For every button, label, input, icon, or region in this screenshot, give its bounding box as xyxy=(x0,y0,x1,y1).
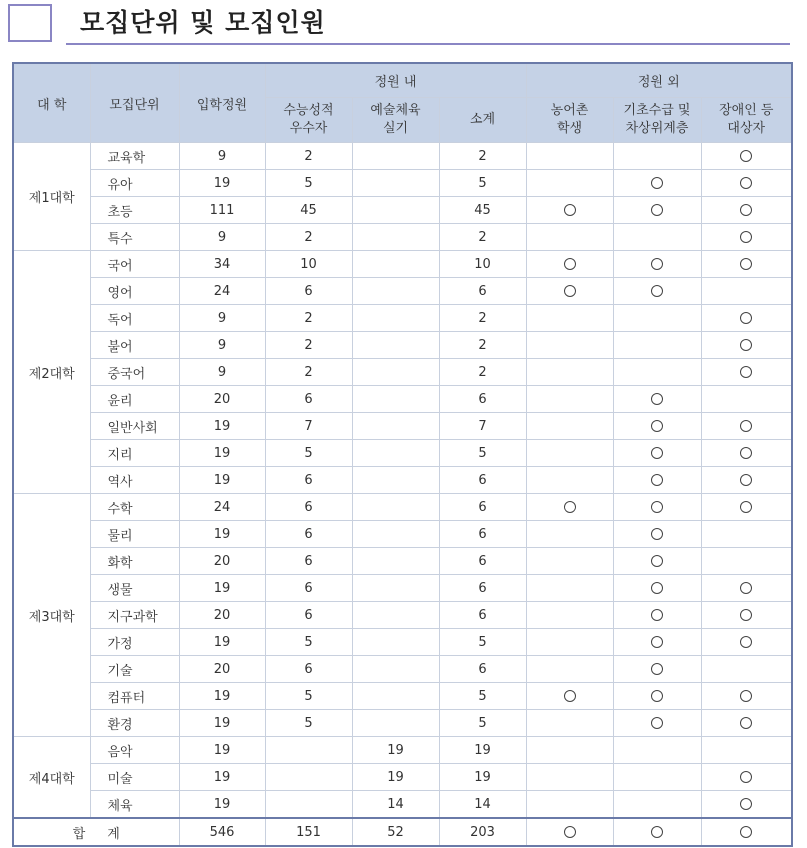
arts-cell xyxy=(352,710,439,737)
arts-cell xyxy=(352,386,439,413)
basic-cell xyxy=(613,629,701,656)
unit-cell: 교육학 xyxy=(90,143,179,170)
unit-cell: 일반사회 xyxy=(90,413,179,440)
rural-cell xyxy=(526,305,613,332)
arts-cell xyxy=(352,548,439,575)
univ-name-cell: 제4대학 xyxy=(13,737,90,819)
arts-cell: 19 xyxy=(352,737,439,764)
basic-cell xyxy=(613,710,701,737)
arts-cell xyxy=(352,359,439,386)
suneung-cell: 5 xyxy=(265,710,352,737)
circle-mark-icon xyxy=(740,231,752,243)
subtotal-cell: 6 xyxy=(439,494,526,521)
disabled-cell xyxy=(701,413,792,440)
circle-mark-icon xyxy=(651,582,663,594)
quota-cell: 19 xyxy=(179,791,265,819)
suneung-cell: 6 xyxy=(265,467,352,494)
admission-quota-table xyxy=(12,62,793,847)
unit-cell: 미술 xyxy=(90,764,179,791)
quota-cell: 24 xyxy=(179,494,265,521)
table-row xyxy=(13,791,792,819)
header-unit: 모집단위 xyxy=(90,63,179,143)
rural-cell xyxy=(526,764,613,791)
suneung-cell: 5 xyxy=(265,440,352,467)
subtotal-cell: 5 xyxy=(439,440,526,467)
table-row xyxy=(13,602,792,629)
suneung-cell: 5 xyxy=(265,629,352,656)
circle-mark-icon xyxy=(740,717,752,729)
arts-cell xyxy=(352,413,439,440)
total-label-cell: 합계 xyxy=(13,818,179,846)
table-row xyxy=(13,413,792,440)
header-univ: 대 학 xyxy=(13,63,90,143)
table-row xyxy=(13,143,792,170)
subtotal-cell: 2 xyxy=(439,332,526,359)
header-arts: 예술체육 실기 xyxy=(352,98,439,143)
suneung-cell: 5 xyxy=(265,683,352,710)
basic-cell xyxy=(613,683,701,710)
basic-cell xyxy=(613,305,701,332)
total-quota-cell: 546 xyxy=(179,818,265,846)
disabled-cell xyxy=(701,467,792,494)
quota-cell: 9 xyxy=(179,305,265,332)
circle-mark-icon xyxy=(740,258,752,270)
unit-cell: 초등 xyxy=(90,197,179,224)
suneung-cell: 6 xyxy=(265,575,352,602)
quota-cell: 19 xyxy=(179,440,265,467)
circle-mark-icon xyxy=(740,177,752,189)
basic-cell xyxy=(613,602,701,629)
disabled-cell xyxy=(701,737,792,764)
arts-cell xyxy=(352,278,439,305)
basic-cell xyxy=(613,467,701,494)
subtotal-cell: 7 xyxy=(439,413,526,440)
disabled-cell xyxy=(701,251,792,278)
suneung-cell xyxy=(265,764,352,791)
quota-cell: 111 xyxy=(179,197,265,224)
rural-cell xyxy=(526,143,613,170)
total-arts-cell: 52 xyxy=(352,818,439,846)
subtotal-cell: 14 xyxy=(439,791,526,819)
table-row xyxy=(13,683,792,710)
unit-cell: 기술 xyxy=(90,656,179,683)
unit-cell: 음악 xyxy=(90,737,179,764)
arts-cell xyxy=(352,332,439,359)
rural-cell xyxy=(526,332,613,359)
circle-mark-icon xyxy=(651,555,663,567)
table-row xyxy=(13,332,792,359)
circle-mark-icon xyxy=(651,501,663,513)
arts-cell: 19 xyxy=(352,764,439,791)
quota-cell: 19 xyxy=(179,683,265,710)
arts-cell xyxy=(352,629,439,656)
table-row xyxy=(13,737,792,764)
rural-cell xyxy=(526,251,613,278)
circle-mark-icon xyxy=(740,447,752,459)
circle-mark-icon xyxy=(651,177,663,189)
unit-cell: 윤리 xyxy=(90,386,179,413)
title-decoration-box xyxy=(8,4,52,42)
disabled-cell xyxy=(701,791,792,819)
basic-cell xyxy=(613,413,701,440)
subtotal-cell: 5 xyxy=(439,710,526,737)
header-suneung: 수능성적 우수자 xyxy=(265,98,352,143)
disabled-cell xyxy=(701,521,792,548)
disabled-cell xyxy=(701,386,792,413)
circle-mark-icon xyxy=(651,717,663,729)
suneung-cell: 5 xyxy=(265,170,352,197)
rural-cell xyxy=(526,548,613,575)
unit-cell: 독어 xyxy=(90,305,179,332)
unit-cell: 컴퓨터 xyxy=(90,683,179,710)
rural-cell xyxy=(526,656,613,683)
total-row xyxy=(13,818,792,846)
subtotal-cell: 6 xyxy=(439,521,526,548)
disabled-cell xyxy=(701,143,792,170)
arts-cell: 14 xyxy=(352,791,439,819)
circle-mark-icon xyxy=(740,690,752,702)
univ-name-cell: 제3대학 xyxy=(13,494,90,737)
unit-cell: 국어 xyxy=(90,251,179,278)
basic-cell xyxy=(613,278,701,305)
disabled-cell xyxy=(701,656,792,683)
disabled-cell xyxy=(701,494,792,521)
rural-cell xyxy=(526,602,613,629)
quota-cell: 9 xyxy=(179,224,265,251)
circle-mark-icon xyxy=(740,798,752,810)
circle-mark-icon xyxy=(740,312,752,324)
suneung-cell xyxy=(265,737,352,764)
basic-cell xyxy=(613,791,701,819)
quota-cell: 19 xyxy=(179,629,265,656)
basic-cell xyxy=(613,521,701,548)
rural-cell xyxy=(526,197,613,224)
table-header xyxy=(13,63,792,143)
title-underline xyxy=(66,43,790,45)
disabled-cell xyxy=(701,359,792,386)
suneung-cell: 6 xyxy=(265,521,352,548)
basic-cell xyxy=(613,575,701,602)
table-row xyxy=(13,656,792,683)
circle-mark-icon xyxy=(651,258,663,270)
subtotal-cell: 2 xyxy=(439,143,526,170)
circle-mark-icon xyxy=(651,609,663,621)
unit-cell: 물리 xyxy=(90,521,179,548)
quota-cell: 19 xyxy=(179,764,265,791)
suneung-cell: 6 xyxy=(265,602,352,629)
suneung-cell: 6 xyxy=(265,548,352,575)
circle-mark-icon xyxy=(740,420,752,432)
unit-cell: 불어 xyxy=(90,332,179,359)
suneung-cell: 6 xyxy=(265,494,352,521)
circle-mark-icon xyxy=(740,609,752,621)
disabled-cell xyxy=(701,224,792,251)
table-row xyxy=(13,251,792,278)
rural-cell xyxy=(526,683,613,710)
suneung-cell xyxy=(265,791,352,819)
quota-cell: 34 xyxy=(179,251,265,278)
unit-cell: 중국어 xyxy=(90,359,179,386)
table-row xyxy=(13,467,792,494)
circle-mark-icon xyxy=(651,393,663,405)
circle-mark-icon xyxy=(740,150,752,162)
unit-cell: 역사 xyxy=(90,467,179,494)
circle-mark-icon xyxy=(651,447,663,459)
disabled-cell xyxy=(701,710,792,737)
table-row xyxy=(13,170,792,197)
unit-cell: 체육 xyxy=(90,791,179,819)
header-quota: 입학정원 xyxy=(179,63,265,143)
subtotal-cell: 5 xyxy=(439,170,526,197)
circle-mark-icon xyxy=(740,474,752,486)
circle-mark-icon xyxy=(740,826,752,838)
header-within-quota: 정원 내 xyxy=(265,63,526,98)
arts-cell xyxy=(352,197,439,224)
circle-mark-icon xyxy=(651,204,663,216)
total-disabled-cell xyxy=(701,818,792,846)
quota-cell: 20 xyxy=(179,602,265,629)
disabled-cell xyxy=(701,575,792,602)
subtotal-cell: 6 xyxy=(439,656,526,683)
circle-mark-icon xyxy=(564,690,576,702)
disabled-cell xyxy=(701,170,792,197)
circle-mark-icon xyxy=(651,474,663,486)
rural-cell xyxy=(526,440,613,467)
basic-cell xyxy=(613,737,701,764)
circle-mark-icon xyxy=(740,366,752,378)
rural-cell xyxy=(526,575,613,602)
subtotal-cell: 10 xyxy=(439,251,526,278)
table-row xyxy=(13,521,792,548)
arts-cell xyxy=(352,575,439,602)
disabled-cell xyxy=(701,548,792,575)
circle-mark-icon xyxy=(564,501,576,513)
unit-cell: 유아 xyxy=(90,170,179,197)
subtotal-cell: 19 xyxy=(439,764,526,791)
subtotal-cell: 5 xyxy=(439,683,526,710)
table-row xyxy=(13,629,792,656)
circle-mark-icon xyxy=(564,258,576,270)
basic-cell xyxy=(613,386,701,413)
rural-cell xyxy=(526,521,613,548)
arts-cell xyxy=(352,170,439,197)
circle-mark-icon xyxy=(651,663,663,675)
circle-mark-icon xyxy=(564,204,576,216)
unit-cell: 생물 xyxy=(90,575,179,602)
table-row xyxy=(13,386,792,413)
table-body xyxy=(13,143,792,847)
basic-cell xyxy=(613,143,701,170)
table-row xyxy=(13,224,792,251)
rural-cell xyxy=(526,224,613,251)
suneung-cell: 6 xyxy=(265,278,352,305)
subtotal-cell: 6 xyxy=(439,575,526,602)
quota-cell: 9 xyxy=(179,359,265,386)
quota-cell: 19 xyxy=(179,467,265,494)
circle-mark-icon xyxy=(564,826,576,838)
quota-cell: 9 xyxy=(179,332,265,359)
rural-cell xyxy=(526,359,613,386)
suneung-cell: 2 xyxy=(265,305,352,332)
arts-cell xyxy=(352,683,439,710)
circle-mark-icon xyxy=(651,528,663,540)
rural-cell xyxy=(526,494,613,521)
basic-cell xyxy=(613,170,701,197)
arts-cell xyxy=(352,602,439,629)
arts-cell xyxy=(352,521,439,548)
rural-cell xyxy=(526,737,613,764)
subtotal-cell: 2 xyxy=(439,224,526,251)
rural-cell xyxy=(526,791,613,819)
table-row xyxy=(13,575,792,602)
basic-cell xyxy=(613,548,701,575)
total-subtotal-cell: 203 xyxy=(439,818,526,846)
unit-cell: 화학 xyxy=(90,548,179,575)
suneung-cell: 6 xyxy=(265,656,352,683)
table-row xyxy=(13,278,792,305)
suneung-cell: 45 xyxy=(265,197,352,224)
disabled-cell xyxy=(701,629,792,656)
subtotal-cell: 45 xyxy=(439,197,526,224)
arts-cell xyxy=(352,467,439,494)
table-row xyxy=(13,440,792,467)
circle-mark-icon xyxy=(651,420,663,432)
rural-cell xyxy=(526,629,613,656)
univ-name-cell: 제2대학 xyxy=(13,251,90,494)
arts-cell xyxy=(352,656,439,683)
circle-mark-icon xyxy=(740,204,752,216)
rural-cell xyxy=(526,467,613,494)
table-row xyxy=(13,359,792,386)
unit-cell: 지구과학 xyxy=(90,602,179,629)
rural-cell xyxy=(526,170,613,197)
disabled-cell xyxy=(701,683,792,710)
quota-cell: 19 xyxy=(179,575,265,602)
circle-mark-icon xyxy=(564,285,576,297)
header-basic: 기초수급 및 차상위계층 xyxy=(613,98,701,143)
circle-mark-icon xyxy=(740,636,752,648)
quota-cell: 19 xyxy=(179,737,265,764)
table-row xyxy=(13,197,792,224)
basic-cell xyxy=(613,359,701,386)
arts-cell xyxy=(352,440,439,467)
total-rural-cell xyxy=(526,818,613,846)
rural-cell xyxy=(526,710,613,737)
disabled-cell xyxy=(701,305,792,332)
circle-mark-icon xyxy=(651,636,663,648)
table-row xyxy=(13,764,792,791)
basic-cell xyxy=(613,494,701,521)
arts-cell xyxy=(352,494,439,521)
suneung-cell: 2 xyxy=(265,332,352,359)
suneung-cell: 2 xyxy=(265,359,352,386)
disabled-cell xyxy=(701,764,792,791)
basic-cell xyxy=(613,656,701,683)
disabled-cell xyxy=(701,602,792,629)
circle-mark-icon xyxy=(740,501,752,513)
arts-cell xyxy=(352,305,439,332)
unit-cell: 특수 xyxy=(90,224,179,251)
circle-mark-icon xyxy=(740,339,752,351)
table-row xyxy=(13,710,792,737)
header-subtotal: 소계 xyxy=(439,98,526,143)
quota-cell: 20 xyxy=(179,656,265,683)
subtotal-cell: 5 xyxy=(439,629,526,656)
page-title: 모집단위 및 모집인원 xyxy=(80,8,326,37)
subtotal-cell: 19 xyxy=(439,737,526,764)
basic-cell xyxy=(613,197,701,224)
subtotal-cell: 2 xyxy=(439,305,526,332)
unit-cell: 지리 xyxy=(90,440,179,467)
suneung-cell: 6 xyxy=(265,386,352,413)
subtotal-cell: 2 xyxy=(439,359,526,386)
basic-cell xyxy=(613,251,701,278)
circle-mark-icon xyxy=(651,690,663,702)
unit-cell: 수학 xyxy=(90,494,179,521)
basic-cell xyxy=(613,224,701,251)
basic-cell xyxy=(613,440,701,467)
suneung-cell: 10 xyxy=(265,251,352,278)
unit-cell: 가정 xyxy=(90,629,179,656)
circle-mark-icon xyxy=(740,582,752,594)
subtotal-cell: 6 xyxy=(439,602,526,629)
table-row xyxy=(13,494,792,521)
suneung-cell: 7 xyxy=(265,413,352,440)
unit-cell: 환경 xyxy=(90,710,179,737)
table-row xyxy=(13,305,792,332)
total-basic-cell xyxy=(613,818,701,846)
rural-cell xyxy=(526,278,613,305)
table-row xyxy=(13,548,792,575)
disabled-cell xyxy=(701,278,792,305)
rural-cell xyxy=(526,413,613,440)
circle-mark-icon xyxy=(740,771,752,783)
header-outside-quota: 정원 외 xyxy=(526,63,792,98)
subtotal-cell: 6 xyxy=(439,386,526,413)
arts-cell xyxy=(352,224,439,251)
suneung-cell: 2 xyxy=(265,224,352,251)
quota-cell: 24 xyxy=(179,278,265,305)
subtotal-cell: 6 xyxy=(439,278,526,305)
header-disabled: 장애인 등 대상자 xyxy=(701,98,792,143)
suneung-cell: 2 xyxy=(265,143,352,170)
quota-cell: 19 xyxy=(179,710,265,737)
arts-cell xyxy=(352,143,439,170)
circle-mark-icon xyxy=(651,826,663,838)
subtotal-cell: 6 xyxy=(439,548,526,575)
quota-cell: 9 xyxy=(179,143,265,170)
circle-mark-icon xyxy=(651,285,663,297)
quota-cell: 19 xyxy=(179,521,265,548)
basic-cell xyxy=(613,332,701,359)
disabled-cell xyxy=(701,197,792,224)
subtotal-cell: 6 xyxy=(439,467,526,494)
unit-cell: 영어 xyxy=(90,278,179,305)
disabled-cell xyxy=(701,332,792,359)
arts-cell xyxy=(352,251,439,278)
quota-cell: 20 xyxy=(179,386,265,413)
header-rural: 농어촌 학생 xyxy=(526,98,613,143)
univ-name-cell: 제1대학 xyxy=(13,143,90,251)
quota-cell: 20 xyxy=(179,548,265,575)
basic-cell xyxy=(613,764,701,791)
disabled-cell xyxy=(701,440,792,467)
rural-cell xyxy=(526,386,613,413)
quota-cell: 19 xyxy=(179,413,265,440)
total-suneung-cell: 151 xyxy=(265,818,352,846)
quota-cell: 19 xyxy=(179,170,265,197)
